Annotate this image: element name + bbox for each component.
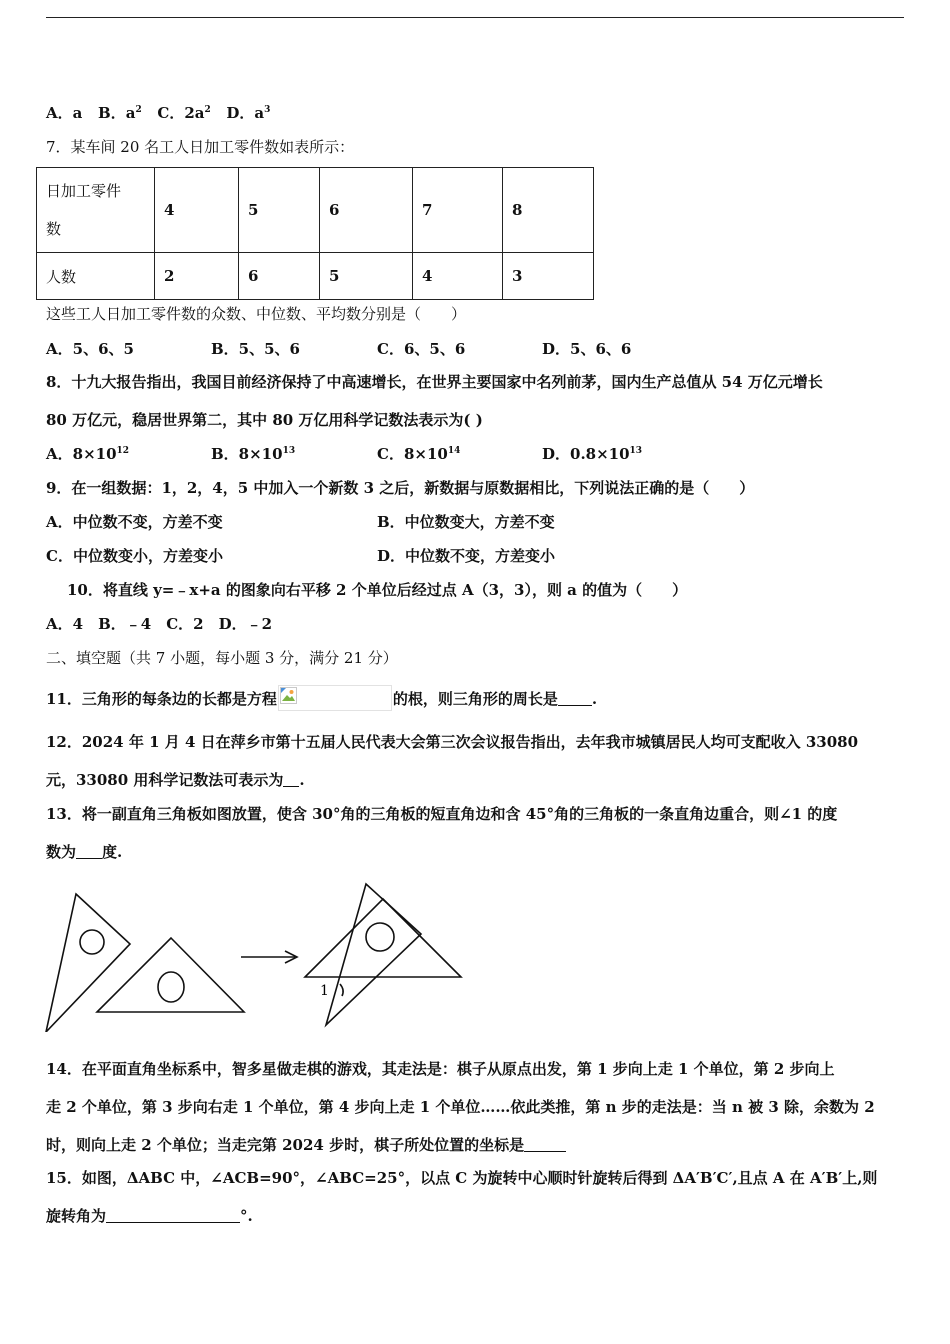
- answer-blank: [106, 1208, 240, 1223]
- table-row: [37, 168, 594, 253]
- q9-option-a: A．中位数不变，方差不变: [46, 513, 223, 531]
- q7-option-d: D．5、6、6: [542, 340, 632, 358]
- q13-figure: [40, 880, 470, 1032]
- q6-option-d: D．$a^3$: [226, 104, 271, 122]
- angle-label: 1: [320, 983, 329, 999]
- q9-option-d: D．中位数不变，方差变小: [377, 547, 556, 565]
- answer-blank: [524, 1137, 566, 1152]
- q13-line2: 数为 度.: [46, 843, 123, 861]
- table-row-label: 人数: [37, 253, 155, 300]
- answer-blank: [558, 691, 592, 706]
- q14-line2: 走 2 个单位，第 3 步向右走 1 个单位，第 4 步向上走 1 个单位……依此类推，第 n 步的走法是：当 n 被 3 除，余数为 2: [46, 1098, 875, 1116]
- q13-line1: 13．将一副直角三角板如图放置，使含 30°角的三角板的短直角边和含 45°角的三角板的一条直角边重合，则∠1 的度: [46, 805, 838, 823]
- table-cell: 6: [239, 253, 320, 300]
- broken-image-icon: [278, 685, 392, 711]
- table-cell: 6: [320, 168, 413, 253]
- q8-line1: 8．十九大报告指出，我国目前经济保持了中高速增长，在世界主要国家中名列前茅，国内生产总值从 54 万亿元增长: [46, 373, 823, 391]
- q14-line1: 14．在平面直角坐标系中，智多星做走棋的游戏，其走法是：棋子从原点出发，第 1 步向上走 1 个单位，第 2 步向上: [46, 1060, 835, 1078]
- table-cell: 5: [239, 168, 320, 253]
- triangle-45-left: [97, 938, 244, 1012]
- q6-option-a: A．a: [46, 104, 83, 122]
- q9-option-b: B．中位数变大，方差不变: [377, 513, 555, 531]
- q12-line1: 12．2024 年 1 月 4 日在萍乡市第十五届人民代表大会第三次会议报告指出，去年我市城镇居民人均可支配收入 33080: [46, 733, 859, 751]
- q9-stem: 9．在一组数据：1，2，4，5 中加入一个新数 3 之后，新数据与原数据相比，下列说法正确的是（ ）: [46, 479, 755, 497]
- table-cell: 4: [155, 168, 239, 253]
- table-cell: 7: [413, 168, 503, 253]
- q8-option-d: D．$0.8\times 10^{13}$: [542, 445, 643, 463]
- section-heading: 二、填空题（共 7 小题，每小题 3 分，满分 21 分）: [46, 649, 398, 667]
- q10-options: A．4 B．﹣4 C．2 D．﹣2: [46, 615, 273, 633]
- q6-option-b: B．$a^2$: [98, 104, 142, 122]
- header-rule: [46, 17, 904, 18]
- q15-line2: 旋转角为 °.: [46, 1207, 253, 1225]
- table-cell: 5: [320, 253, 413, 300]
- triangle-45-right: [305, 899, 461, 977]
- triangle-30-right: [326, 884, 421, 1025]
- table-cell: 4: [413, 253, 503, 300]
- q11-stem: 11．三角形的每条边的长都是方程 的根，则三角形的周长是 .: [46, 685, 597, 711]
- q7-option-a: A．5、6、5: [46, 340, 134, 358]
- q6-option-c: C．$2a^2$: [157, 104, 211, 122]
- q8-option-c: C．$8\times 10^{14}$: [377, 445, 461, 463]
- q14-line3: 时，则向上走 2 个单位；当走完第 2024 步时，棋子所处位置的坐标是: [46, 1135, 566, 1155]
- q10-stem: 10．将直线 y=﹣x+a 的图象向右平移 2 个单位后经过点 A（3，3），则 a 的值为（ ）: [67, 581, 688, 599]
- q7-question: 这些工人日加工零件数的众数、中位数、平均数分别是（ ）: [46, 305, 467, 323]
- triangle-hole: [158, 972, 184, 1002]
- q9-option-c: C．中位数变小，方差变小: [46, 547, 223, 565]
- triangle-hole: [366, 923, 394, 951]
- q7-stem: 7．某车间 20 名工人日加工零件数如表所示：: [46, 138, 355, 156]
- q15-line1: 15．如图，ΔABC 中，∠ACB=90°，∠ABC=25°，以点 C 为旋转中心顺时针旋转后得到 ΔA′B′C′,且点 A 在 A′B′上,则: [46, 1169, 878, 1187]
- table-row: [37, 253, 594, 300]
- table-cell: 3: [503, 253, 594, 300]
- angle-arc: [340, 984, 343, 996]
- table-cell: 8: [503, 168, 594, 253]
- q8-option-b: B．$8\times 10^{13}$: [211, 445, 296, 463]
- q7-option-c: C．6、5、6: [377, 340, 466, 358]
- q8-option-a: A．$8\times 10^{12}$: [46, 445, 130, 463]
- answer-blank: [283, 772, 299, 787]
- q8-line2: 80 万亿元，稳居世界第二，其中 80 万亿用科学记数法表示为( ): [46, 411, 483, 429]
- q12-line2: 元，33080 用科学记数法可表示为 .: [46, 771, 305, 789]
- table-cell: 2: [155, 253, 239, 300]
- q7-table: [36, 167, 594, 300]
- triangle-hole: [80, 930, 104, 954]
- q6-options: [46, 103, 270, 123]
- table-header-label: 日加工零件 数: [37, 168, 155, 253]
- answer-blank: [76, 844, 102, 859]
- q7-option-b: B．5、5、6: [211, 340, 300, 358]
